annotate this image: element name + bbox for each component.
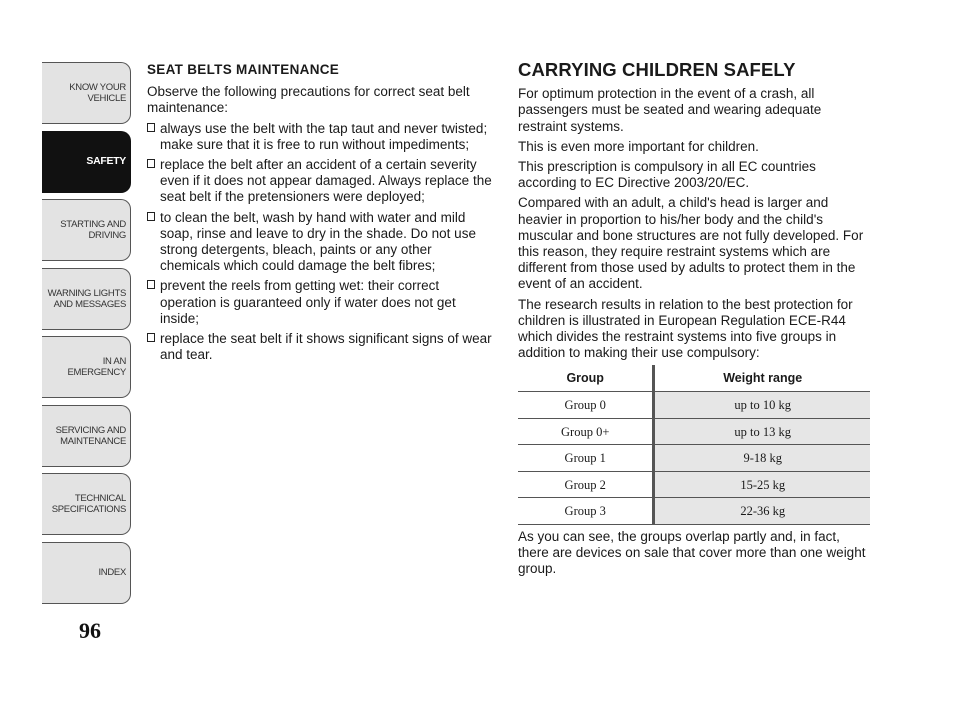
checkbox-bullet-icon	[147, 123, 155, 132]
list-item-text: prevent the reels from getting wet: their correct operation is guaranteed only if water does not get inside;	[160, 278, 456, 326]
group-cell: Group 0	[518, 392, 654, 419]
tab-know-your-vehicle[interactable]: KNOW YOUR VEHICLE	[42, 62, 131, 124]
closing-paragraph: As you can see, the groups overlap partly and, in fact, there are devices on sale that cover more than one weight group.	[518, 528, 866, 577]
page-number: 96	[79, 618, 101, 643]
paragraph: This is even more important for children.	[518, 138, 759, 154]
group-cell: Group 1	[518, 445, 654, 472]
checkbox-bullet-icon	[147, 212, 155, 221]
list-item-text: replace the belt after an accident of a certain severity even if it does not appear damaged. Always replace the seat belt if the pretensioners were deployed;	[160, 157, 492, 205]
table-row	[518, 498, 870, 525]
paragraph: For optimum protection in the event of a crash, all passengers must be seated and wearing adequate restraint systems.	[518, 86, 822, 134]
section-title: CARRYING CHILDREN SAFELY	[518, 59, 796, 80]
chapter-sidebar	[42, 62, 131, 610]
table-row	[518, 471, 870, 498]
column-header-weight: Weight range	[654, 365, 870, 392]
tab-in-an-emergency[interactable]: IN AN EMERGENCY	[42, 336, 131, 398]
intro-text: Observe the following precautions for correct seat belt maintenance:	[147, 84, 470, 116]
maintenance-list	[147, 121, 492, 364]
group-cell: Group 3	[518, 498, 654, 525]
table-row	[518, 392, 870, 419]
weight-cell: 9-18 kg	[654, 445, 870, 472]
table-row	[518, 445, 870, 472]
list-item	[147, 121, 492, 153]
checkbox-bullet-icon	[147, 333, 155, 342]
paragraph: Compared with an adult, a child's head is larger and heavier in proportion to his/her body and the child's muscular and bone structures are not fully developed. For this reason, they require restraint systems which are different from those used by adults to protect them in the event of an accident.	[518, 195, 864, 292]
list-item	[147, 157, 492, 206]
list-item-text: always use the belt with the tap taut and never twisted; make sure that it is free to run without impediments;	[160, 120, 488, 152]
paragraph: The research results in relation to the best protection for children is illustrated in European Regulation ECE-R44 which divides the restraint systems into five groups in addition to making their use compulsory:	[518, 296, 853, 361]
checkbox-bullet-icon	[147, 280, 155, 289]
weight-cell: up to 10 kg	[654, 392, 870, 419]
weight-group-table	[518, 365, 870, 525]
list-item-text: replace the seat belt if it shows significant signs of wear and tear.	[160, 331, 492, 363]
tab-technical-specifications[interactable]: TECHNICAL SPECIFICATIONS	[42, 473, 131, 535]
table-row	[518, 418, 870, 445]
list-item	[147, 210, 492, 275]
seat-belts-maintenance-section	[147, 62, 492, 367]
list-item-text: to clean the belt, wash by hand with water and mild soap, rinse and leave to dry in the shade. Do not use strong detergents, bleach, paints or any other chemicals which could damage the belt fibres;	[160, 209, 476, 274]
tab-warning-lights[interactable]: WARNING LIGHTS AND MESSAGES	[42, 268, 131, 330]
tab-index[interactable]: INDEX	[42, 542, 131, 604]
list-item	[147, 331, 492, 363]
tab-safety[interactable]: SAFETY	[42, 131, 131, 193]
tab-servicing-and-maintenance[interactable]: SERVICING AND MAINTENANCE	[42, 405, 131, 467]
group-cell: Group 2	[518, 471, 654, 498]
group-cell: Group 0+	[518, 418, 654, 445]
section-heading: SEAT BELTS MAINTENANCE	[147, 62, 340, 77]
column-header-group: Group	[518, 365, 654, 392]
paragraph: This prescription is compulsory in all EC countries according to EC Directive 2003/20/EC.	[518, 159, 816, 191]
checkbox-bullet-icon	[147, 159, 155, 168]
table-header-row	[518, 365, 870, 392]
weight-cell: 15-25 kg	[654, 471, 870, 498]
tab-starting-and-driving[interactable]: STARTING AND DRIVING	[42, 199, 131, 261]
carrying-children-section	[518, 59, 870, 582]
list-item	[147, 278, 492, 327]
weight-cell: 22-36 kg	[654, 498, 870, 525]
weight-cell: up to 13 kg	[654, 418, 870, 445]
